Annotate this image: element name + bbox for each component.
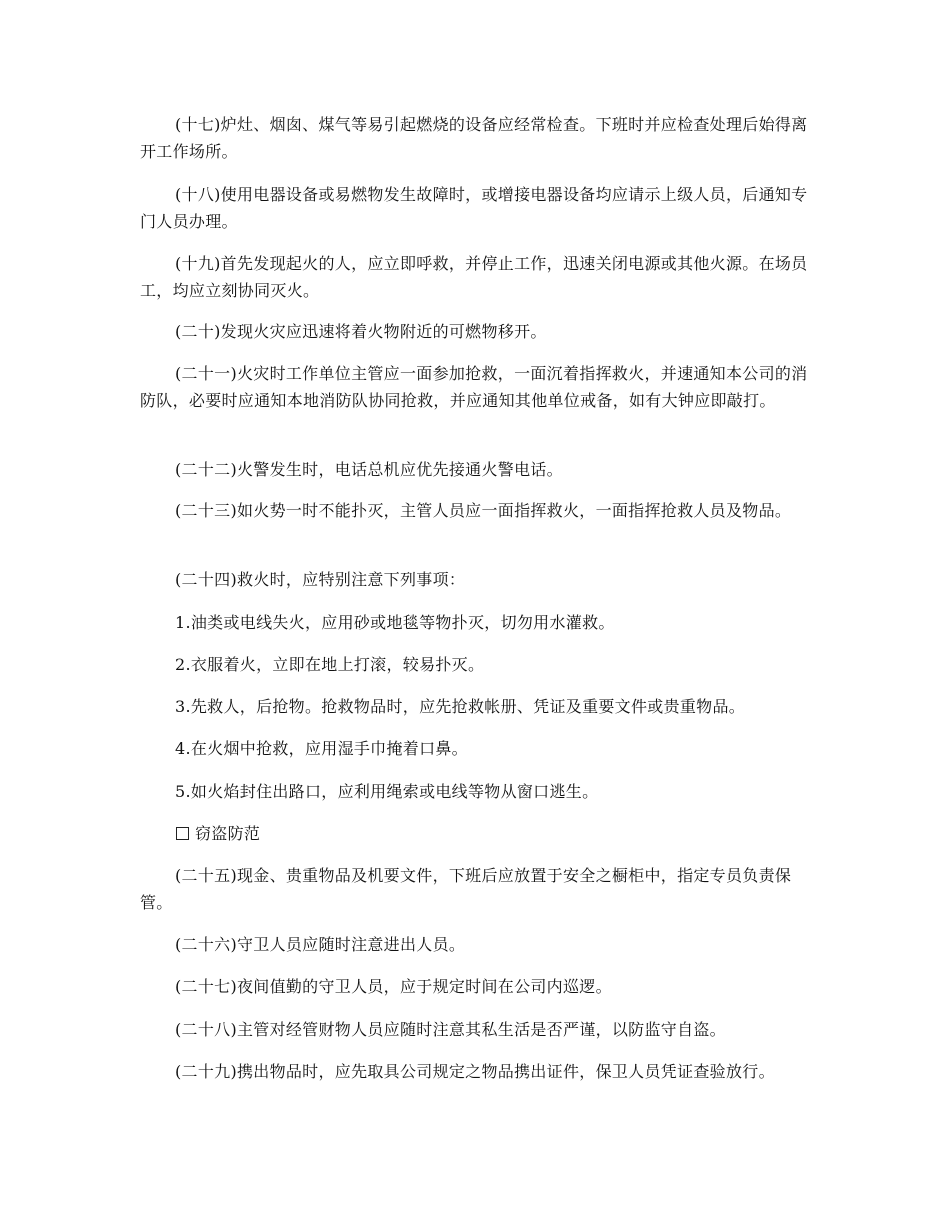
section-heading-theft-prevention [140,820,812,847]
paragraph-24: (二十四)救火时，应特别注意下列事项： [175,570,466,589]
paragraph-21: (二十一)火灾时工作单位主管应一面参加抢救，一面沉着指挥救火，并速通知本公司的消防队，必要时应通知本地消防队协同抢救，并应通知其他单位戒备，如有大钟应即敲打。 [140,364,808,410]
paragraph-28: (二十八)主管对经管财物人员应随时注意其私生活是否严谨，以防监守自盗。 [175,1020,726,1039]
list-item-3: 3.先救人，后抢物。抢救物品时，应先抢救帐册、凭证及重要文件或贵重物品。 [175,697,746,716]
paragraph-18: (十八)使用电器设备或易燃物发生故障时，或增接电器设备均应请示上级人员，后通知专门人员办理。 [140,185,808,231]
list-item-1: 1.油类或电线失火，应用砂或地毯等物扑灭，切勿用水灌救。 [175,613,615,632]
list-item-2: 2.衣服着火，立即在地上打滚，较易扑灭。 [175,655,485,674]
list-item-4: 4.在火烟中抢救，应用湿手巾掩着口鼻。 [175,739,468,758]
paragraph-23: (二十三)如火势一时不能扑灭，主管人员应一面指挥救火，一面指挥抢救人员及物品。 [175,501,792,520]
paragraph-22: (二十二)火警发生时，电话总机应优先接通火警电话。 [175,460,563,479]
paragraph-27: (二十七)夜间值勤的守卫人员，应于规定时间在公司内巡逻。 [175,977,612,996]
paragraph-17: (十七)炉灶、烟囱、煤气等易引起燃烧的设备应经常检查。下班时并应检查处理后始得离开工作场所。 [140,115,808,161]
list-item-5: 5.如火焰封住出路口，应利用绳索或电线等物从窗口逃生。 [175,782,599,801]
checkbox-icon [176,827,189,840]
section-heading-label: 窃盗防范 [195,824,261,843]
paragraph-25: (二十五)现金、贵重物品及机要文件，下班后应放置于安全之橱柜中，指定专员负责保管。 [140,866,792,912]
paragraph-20: (二十)发现火灾应迅速将着火物附近的可燃物移开。 [175,322,547,341]
paragraph-19: (十九)首先发现起火的人，应立即呼救，并停止工作，迅速关闭电源或其他火源。在场员工，均应立刻协同灭火。 [140,254,808,300]
paragraph-29: (二十九)携出物品时，应先取具公司规定之物品携出证件，保卫人员凭证查验放行。 [175,1062,775,1081]
paragraph-26: (二十六)守卫人员应随时注意进出人员。 [175,935,466,954]
